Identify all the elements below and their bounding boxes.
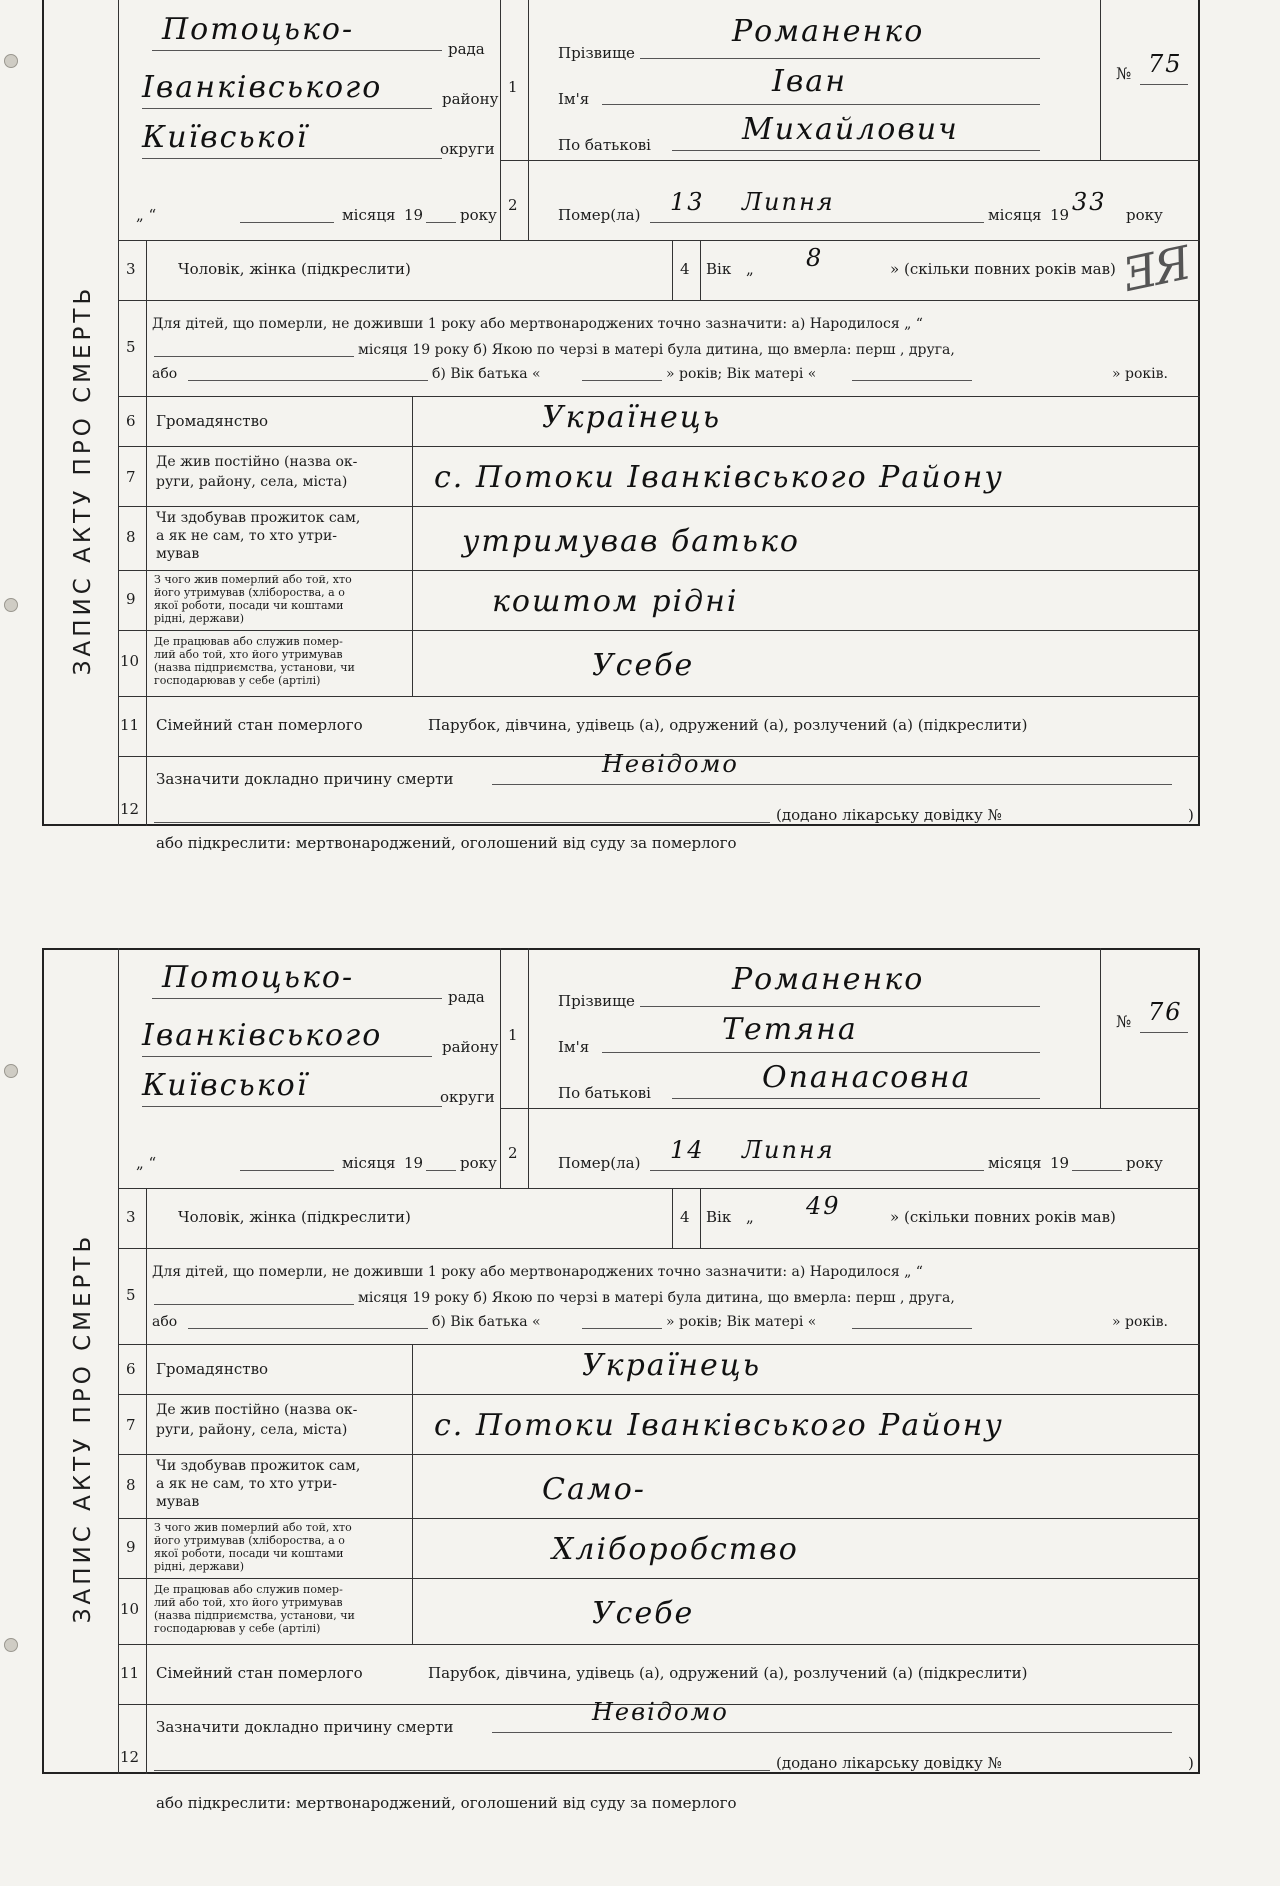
age-label: Вік: [706, 260, 732, 278]
children-line-2: місяця 19 року б) Якою по черзі в матері була дитина, що вмерла: перш , друга,: [358, 1290, 955, 1306]
source-label-4: рідні, держави): [154, 1560, 244, 1573]
died-month-label: місяця: [988, 1154, 1042, 1172]
source-label-1: З чого жив померлий або той, хто: [154, 573, 352, 586]
patronymic-value: Михайлович: [742, 112, 959, 147]
residence-label-2: руги, району, села, міста): [156, 474, 348, 490]
cause-label: Зазначити докладно причину смерти: [156, 1718, 454, 1736]
surname-label: Прізвище: [558, 992, 635, 1010]
source-value: Хліборобство: [552, 1532, 799, 1567]
binder-hole: [4, 54, 18, 68]
certificate-label: (додано лікарську довідку №: [776, 1754, 1002, 1772]
source-label-4: рідні, держави): [154, 612, 244, 625]
rada-value: Потоцько-: [162, 12, 355, 47]
cause-value: Невідомо: [602, 750, 739, 778]
died-month-label: місяця: [988, 206, 1042, 224]
rada-label: рада: [448, 988, 485, 1006]
patronymic-label: По батькові: [558, 1084, 651, 1102]
source-value: коштом рідні: [492, 584, 739, 619]
children-line-3a: або: [152, 366, 178, 382]
died-year: 33: [1072, 188, 1107, 216]
name-value: Іван: [772, 64, 847, 99]
children-line-1: Для дітей, що померли, не доживши 1 року або мертвонароджених точно зазначити: а) Народилося „ “: [152, 1264, 923, 1280]
died-label: Помер(ла): [558, 1154, 641, 1172]
year-label: року: [460, 206, 497, 224]
livelihood-label-3: мував: [156, 1494, 200, 1510]
number-label: №: [1116, 1012, 1132, 1031]
patronymic-value: Опанасовна: [762, 1060, 972, 1095]
source-label-2: його утримував (хлібороства, а о: [154, 586, 345, 599]
okruha-value: Київської: [142, 120, 309, 155]
work-label-4: господарював у себе (артілі): [154, 674, 321, 687]
sex-label: Чоловік, жінка (підкреслити): [178, 260, 411, 278]
surname-value: Романенко: [732, 14, 925, 49]
death-record-1: ЗАПИС АКТУ ПРО СМЕРТЬ Потоцько- рада Іванківського району Київської округи „ “ місяця 19 року 1 2 Прізвище Романенко Ім'я Іван По батькові Михайлович № 75 Помер(ла) 13 Липня місяця 19 33 року 3 Чоловік, жінка (підкреслити) 4 Вік „ 8 » (скільки повних років мав) ƎЯ 5 Для дітей, що померли, не доживши 1 року або мертвонароджених точно зазначити: а) Народилося „ “ місяця 19 року б) Якою по черзі в матері була дитина, що вмерла: перш , друга, або б) Вік батька « » років; Вік матері « » років. 6 Громадянство Українець 7 Де жив постійно (назва ок- руги, району, села, міста) с. Потоки Іванківського Району 8 Чи здобував прожиток сам, а як не сам, то хто утри- мував утримував батько 9 З чого жив померлий або той, хто його утримував (хлібороства, а о якої роботи, посади чи коштами рідні, держави) коштом рідні 10 Де працював або служив помер- лий або той, хто його утримував (назва підприємства, установи, чи господарював у себе (артілі) Усебе 11 Сімейний стан померлого Парубок, дівчина, удівець (а), одружений (а), розлучений (а) (підкреслити) 12 Зазначити докладно причину смерти Невідомо (додано лікарську довідку № ): [42, 0, 1200, 826]
binder-hole: [4, 598, 18, 612]
livelihood-label-2: а як не сам, то хто утри-: [156, 1476, 338, 1492]
binder-hole: [4, 1638, 18, 1652]
side-title: ЗАПИС АКТУ ПРО СМЕРТЬ: [70, 1232, 96, 1624]
age-note: (скільки повних років мав): [904, 260, 1116, 278]
work-label-3: (назва підприємства, установи, чи: [154, 661, 355, 674]
record-number: 76: [1148, 998, 1183, 1026]
certificate-label: (додано лікарську довідку №: [776, 806, 1002, 824]
underline-note-2: або підкреслити: мертвонароджений, оголошений від суду за померлого: [156, 1794, 737, 1812]
citizenship-value: Українець: [582, 1348, 762, 1383]
raion-value: Іванківського: [142, 70, 383, 105]
raion-label: району: [442, 90, 499, 108]
cause-value: Невідомо: [592, 1698, 729, 1726]
died-year-label: року: [1126, 1154, 1163, 1172]
work-value: Усебе: [592, 1596, 695, 1631]
raion-label: району: [442, 1038, 499, 1056]
month-label: місяця: [342, 206, 396, 224]
children-line-1: Для дітей, що померли, не доживши 1 року або мертвонароджених точно зазначити: а) Народилося „ “: [152, 316, 923, 332]
citizenship-label: Громадянство: [156, 412, 269, 430]
source-label-3: якої роботи, посади чи коштами: [154, 599, 344, 612]
children-line-3c: » років; Вік матері «: [666, 366, 817, 382]
okruha-label: округи: [440, 1088, 495, 1106]
citizenship-value: Українець: [542, 400, 722, 435]
work-label-3: (назва підприємства, установи, чи: [154, 1609, 355, 1622]
year-label: року: [460, 1154, 497, 1172]
work-label-1: Де працював або служив помер-: [154, 635, 343, 648]
surname-value: Романенко: [732, 962, 925, 997]
died-day: 13: [670, 188, 705, 216]
livelihood-label-1: Чи здобував прожиток сам,: [156, 1458, 361, 1474]
died-year-prefix: 19: [1050, 1154, 1070, 1172]
rada-label: рада: [448, 40, 485, 58]
marital-label: Сімейний стан померлого: [156, 1664, 363, 1682]
record-number: 75: [1148, 50, 1183, 78]
date-quote: „ “: [136, 1154, 157, 1172]
month-label: місяця: [342, 1154, 396, 1172]
year-prefix: 19: [404, 206, 424, 224]
side-title-box: [48, 140, 118, 820]
age-value: 8: [806, 244, 824, 272]
children-line-3b: б) Вік батька «: [432, 366, 541, 382]
marital-options: Парубок, дівчина, удівець (а), одружений (а), розлучений (а) (підкреслити): [428, 1664, 1028, 1682]
children-line-3d: » років.: [1112, 366, 1168, 382]
residence-label-2: руги, району, села, міста): [156, 1422, 348, 1438]
livelihood-label-1: Чи здобував прожиток сам,: [156, 510, 361, 526]
died-month: Липня: [742, 1136, 835, 1164]
year-prefix: 19: [404, 1154, 424, 1172]
died-year-label: року: [1126, 206, 1163, 224]
died-label: Помер(ла): [558, 206, 641, 224]
residence-value: с. Потоки Іванківського Району: [434, 1408, 1004, 1443]
work-label-2: лий або той, хто його утримував: [154, 648, 343, 661]
died-year-prefix: 19: [1050, 206, 1070, 224]
side-title: ЗАПИС АКТУ ПРО СМЕРТЬ: [70, 284, 96, 676]
children-line-3d: » років.: [1112, 1314, 1168, 1330]
residence-value: с. Потоки Іванківського Району: [434, 460, 1004, 495]
residence-label-1: Де жив постійно (назва ок-: [156, 1402, 358, 1418]
citizenship-label: Громадянство: [156, 1360, 269, 1378]
livelihood-label-2: а як не сам, то хто утри-: [156, 528, 338, 544]
sex-label: Чоловік, жінка (підкреслити): [178, 1208, 411, 1226]
work-label-1: Де працював або служив помер-: [154, 1583, 343, 1596]
age-note: (скільки повних років мав): [904, 1208, 1116, 1226]
children-line-2: місяця 19 року б) Якою по черзі в матері була дитина, що вмерла: перш , друга,: [358, 342, 955, 358]
date-quote: „ “: [136, 206, 157, 224]
binder-hole: [4, 1064, 18, 1078]
marital-options: Парубок, дівчина, удівець (а), одружений (а), розлучений (а) (підкреслити): [428, 716, 1028, 734]
source-label-1: З чого жив померлий або той, хто: [154, 1521, 352, 1534]
livelihood-label-3: мував: [156, 546, 200, 562]
side-title-box: [48, 1088, 118, 1768]
children-line-3a: або: [152, 1314, 178, 1330]
died-day: 14: [670, 1136, 705, 1164]
patronymic-label: По батькові: [558, 136, 651, 154]
marital-label: Сімейний стан померлого: [156, 716, 363, 734]
name-label: Ім'я: [558, 1038, 590, 1056]
source-label-2: його утримував (хлібороства, а о: [154, 1534, 345, 1547]
livelihood-value: Само-: [542, 1472, 646, 1507]
work-label-2: лий або той, хто його утримував: [154, 1596, 343, 1609]
raion-value: Іванківського: [142, 1018, 383, 1053]
name-value: Тетяна: [722, 1012, 858, 1047]
surname-label: Прізвище: [558, 44, 635, 62]
okruha-label: округи: [440, 140, 495, 158]
cause-label: Зазначити докладно причину смерти: [156, 770, 454, 788]
children-line-3b: б) Вік батька «: [432, 1314, 541, 1330]
name-label: Ім'я: [558, 90, 590, 108]
okruha-value: Київської: [142, 1068, 309, 1103]
work-value: Усебе: [592, 648, 695, 683]
source-label-3: якої роботи, посади чи коштами: [154, 1547, 344, 1560]
age-label: Вік: [706, 1208, 732, 1226]
number-label: №: [1116, 64, 1132, 83]
age-value: 49: [806, 1192, 841, 1220]
rada-value: Потоцько-: [162, 960, 355, 995]
livelihood-value: утримував батько: [462, 524, 800, 559]
death-record-2: ЗАПИС АКТУ ПРО СМЕРТЬ Потоцько- рада Іванківського району Київської округи „ “ місяця 19 року 1 2 Прізвище Романенко Ім'я Тетяна По батькові Опанасовна № 76 Помер(ла) 14 Липня місяця 19 року 3 Чоловік, жінка (підкреслити) 4 Вік „ 49 » (скільки повних років мав) 5 Для дітей, що померли, не доживши 1 року або мертвонароджених точно зазначити: а) Народилося „ “ місяця 19 року б) Якою по черзі в матері була дитина, що вмерла: перш , друга, або б) Вік батька « » років; Вік матері « » років. 6 Громадянство Українець 7 Де жив постійно (назва ок- руги, району, села, міста) с. Потоки Іванківського Району 8 Чи здобував прожиток сам, а як не сам, то хто утри- мував Само- 9 З чого жив померлий або той, хто його утримував (хлібороства, а о якої роботи, посади чи коштами рідні, держави) Хліборобство 10 Де працював або служив помер- лий або той, хто його утримував (назва підприємства, установи, чи господарював у себе (артілі) Усебе 11 Сімейний стан померлого Парубок, дівчина, удівець (а), одружений (а), розлучений (а) (підкреслити) 12 Зазначити докладно причину смерти Невідомо (додано лікарську довідку № ): [42, 948, 1200, 1774]
work-label-4: господарював у себе (артілі): [154, 1622, 321, 1635]
died-month: Липня: [742, 188, 835, 216]
residence-label-1: Де жив постійно (назва ок-: [156, 454, 358, 470]
children-line-3c: » років; Вік матері «: [666, 1314, 817, 1330]
underline-note-1: або підкреслити: мертвонароджений, оголошений від суду за померлого: [156, 834, 737, 852]
margin-scribble: ƎЯ: [1119, 236, 1192, 302]
